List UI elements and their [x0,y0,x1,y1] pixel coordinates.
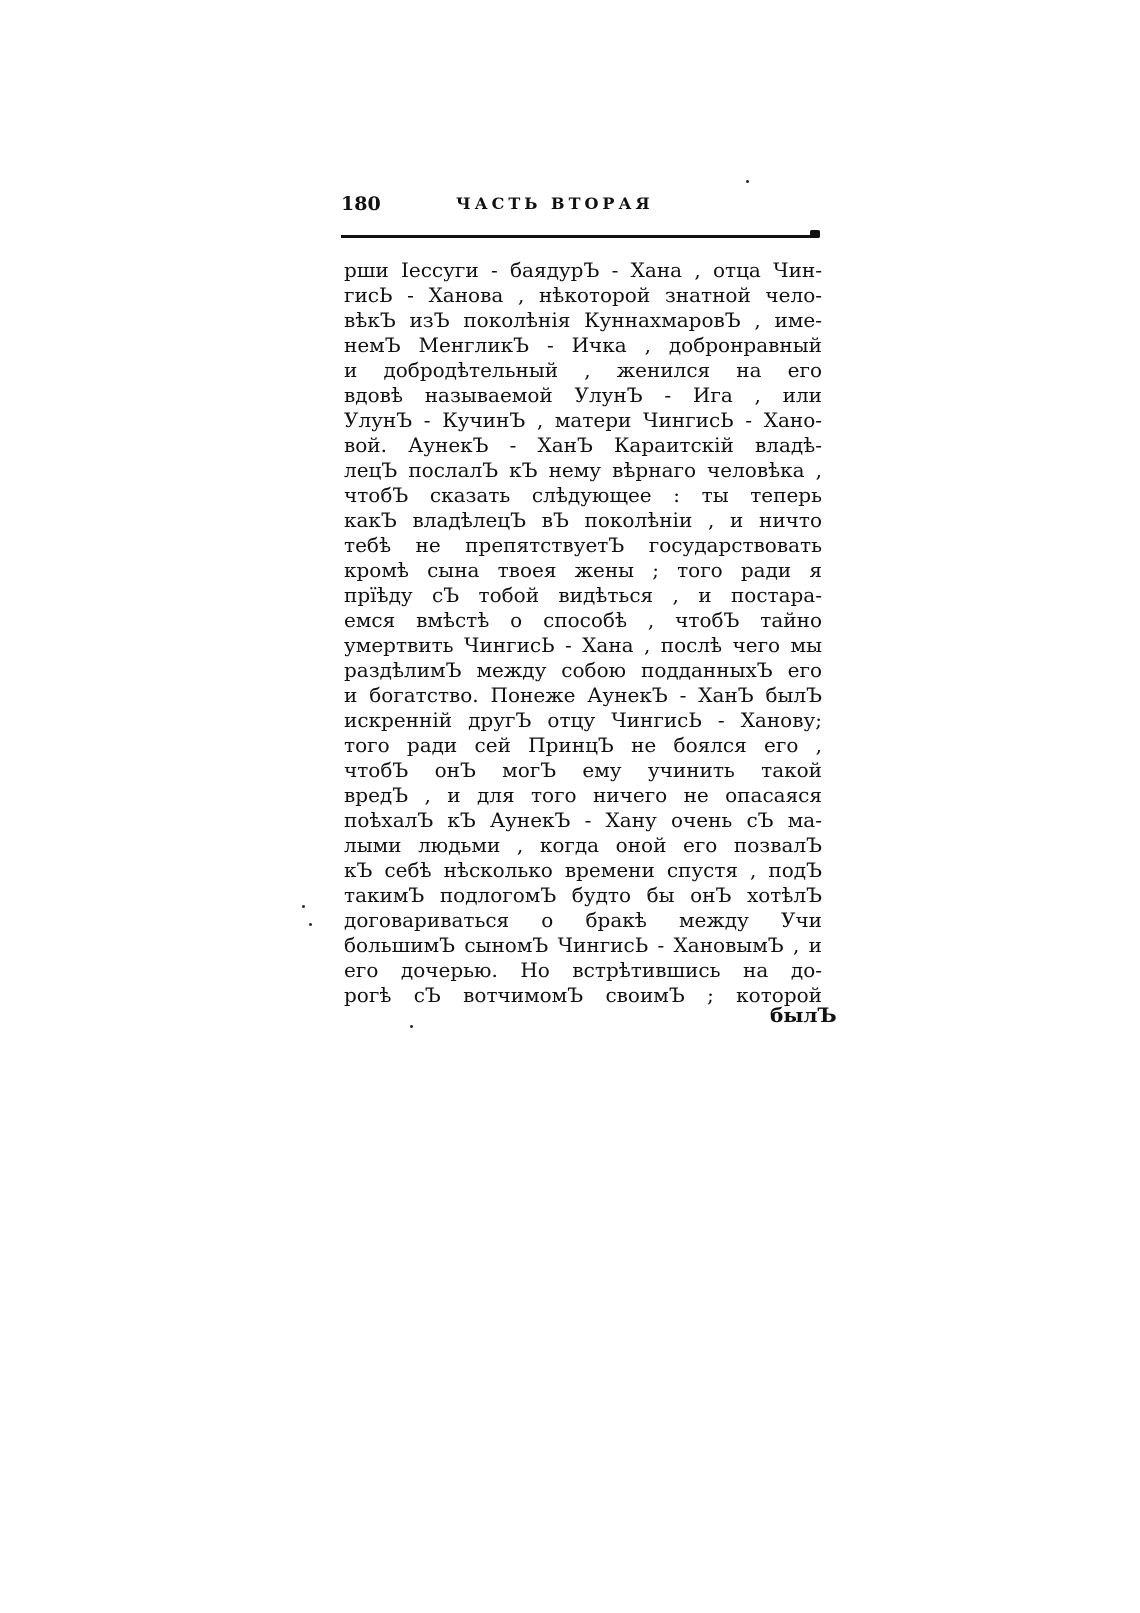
text-line: прїѣду сЪ тобой видѣться , и постара- [344,583,822,607]
header-rule-end [810,230,820,238]
text-line: чтобЪ сказать слѣдующее : ты теперь [344,483,822,507]
text-line: лыми людьми , когда оной его позвалЪ [344,833,822,857]
text-line: кЪ себѣ нѣсколько времени спустя , подЪ [344,858,822,882]
text-line: вѣкЪ изЪ поколѣнія КуннахмаровЪ , име- [344,308,822,332]
text-line: кромѣ сына твоея жены ; того ради я [344,558,822,582]
text-line: искренній другЪ отцу ЧингисЬ - Ханову; [344,708,822,732]
text-line: чтобЪ онЪ могЪ ему учинить такой [344,758,822,782]
text-line: немЪ МенгликЪ - Ичка , добронравный [344,333,822,357]
text-line: какЪ владѣлецЪ вЪ поколѣніи , и ничто [344,508,822,532]
text-line: того ради сей ПринцЪ не боялся его , [344,733,822,757]
print-speck [309,923,312,926]
text-line: УлунЪ - КучинЪ , матери ЧингисЬ - Хано- [344,408,822,432]
text-line: гисЬ - Ханова , нѣкоторой знатной чело- [344,283,822,307]
print-speck [410,1025,413,1028]
text-line: договариваться о бракѣ между Учи [344,908,822,932]
text-line: вой. АунекЪ - ХанЪ Караитскій владѣ- [344,433,822,457]
header-rule [341,235,819,238]
text-line: поѣхалЪ кЪ АунекЪ - Хану очень сЪ ма- [344,808,822,832]
text-line: емся вмѣстѣ о способѣ , чтобЪ тайно [344,608,822,632]
body-text [344,258,822,1008]
text-line: лецЪ послалЪ кЪ нему вѣрнаго человѣка , [344,458,822,482]
text-line: вредЪ , и для того ничего не опасаяся [344,783,822,807]
catchword: былЪ [770,1003,837,1027]
print-speck [302,905,305,908]
print-speck [746,180,749,183]
page-header [341,193,821,219]
text-line: такимЪ подлогомЪ будто бы онЪ хотѣлЪ [344,883,822,907]
text-line: и добродѣтельный , женился на его [344,358,822,382]
text-line: и богатство. Понеже АунекЪ - ХанЪ былЪ [344,683,822,707]
running-head: ЧАСТЬ ВТОРАЯ [456,194,654,213]
text-line: большимЪ сыномЪ ЧингисЬ - ХановымЪ , и [344,933,822,957]
text-line: раздѣлимЪ между собою подданныхЪ его [344,658,822,682]
text-line: его дочерью. Но встрѣтившись на до- [344,958,822,982]
text-line: вдовѣ называемой УлунЪ - Ига , или [344,383,822,407]
text-line: тебѣ не препятствуетЪ государствовать [344,533,822,557]
text-line: рогѣ сЪ вотчимомЪ своимЪ ; которой [344,983,822,1007]
page-number: 180 [341,193,381,215]
text-line: рши Iессуги - баядурЪ - Хана , отца Чин- [344,258,822,282]
text-line: умертвить ЧингисЬ - Хана , послѣ чего мы [344,633,822,657]
